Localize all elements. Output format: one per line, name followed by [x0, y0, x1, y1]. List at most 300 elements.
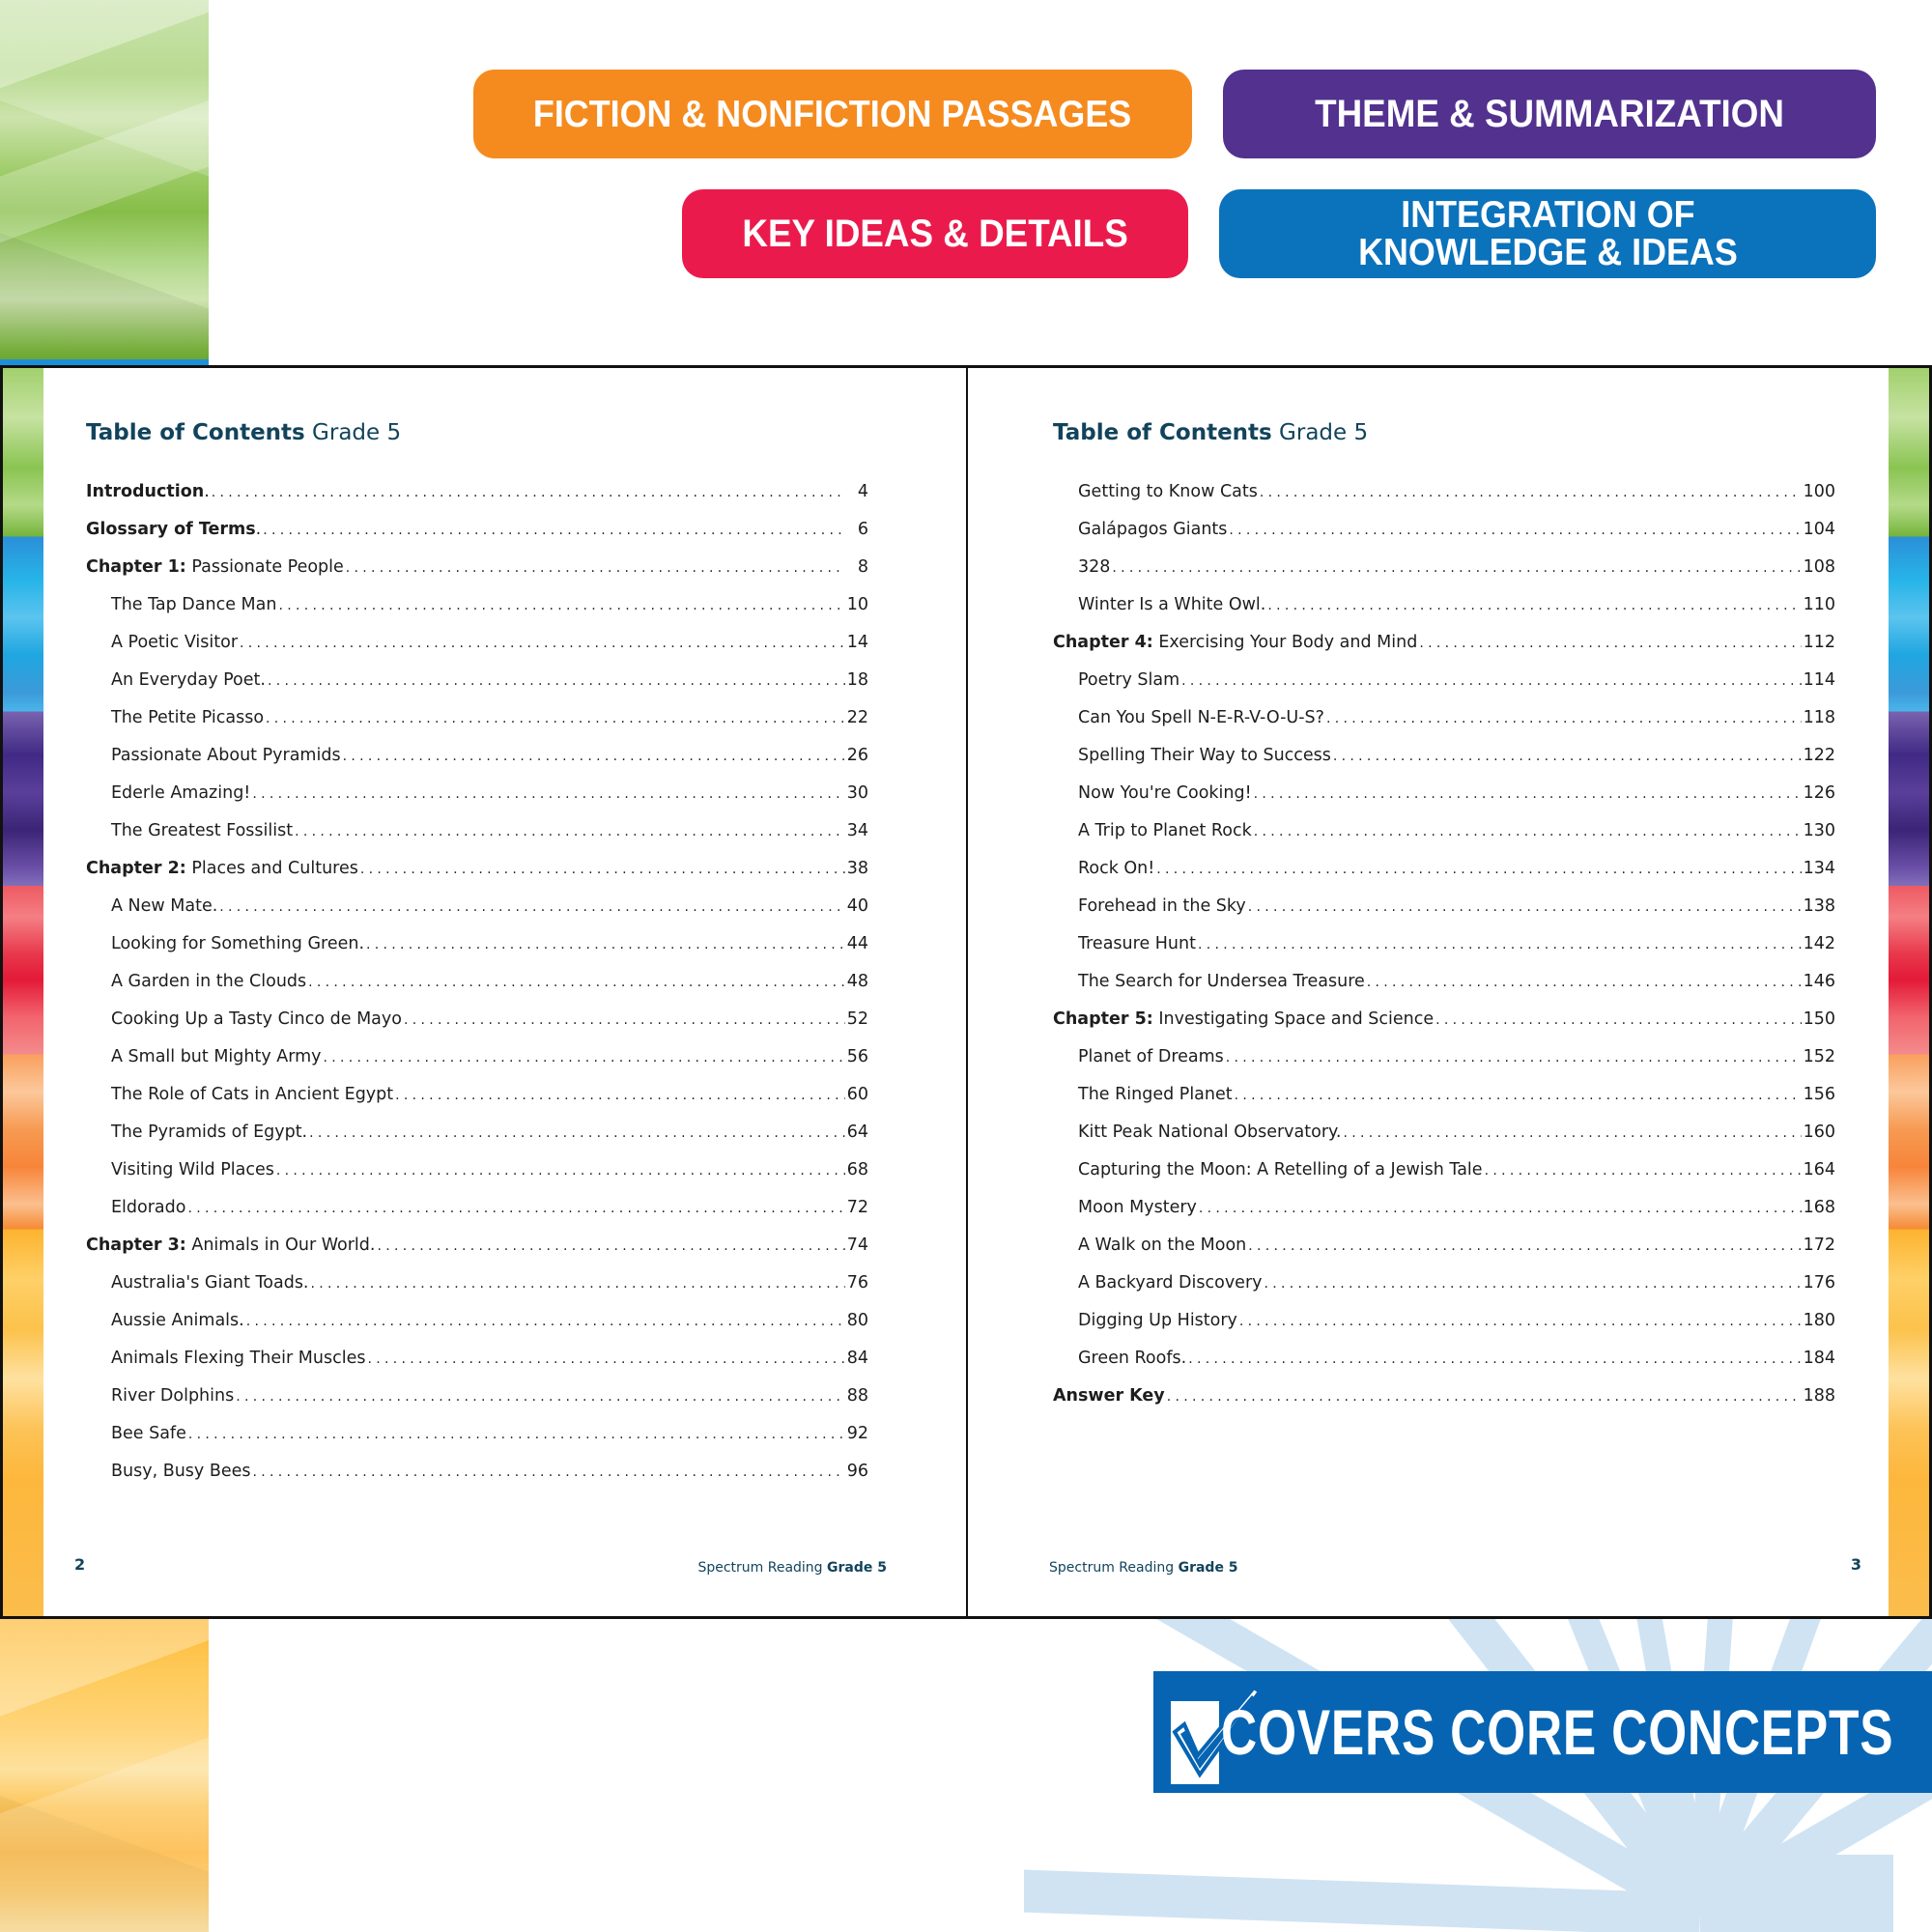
toc-entry-title — [1078, 1311, 1237, 1330]
pill-label-line2: KNOWLEDGE & IDEAS — [1357, 232, 1738, 273]
toc-entry-page: 130 — [1803, 821, 1835, 840]
toc-entry-page: 110 — [1803, 595, 1835, 614]
toc-entry-title — [111, 1311, 244, 1330]
toc-entry-title — [1078, 520, 1227, 539]
toc-entry — [86, 1462, 868, 1499]
toc-entry-title — [1078, 934, 1196, 953]
toc-entry-title — [1078, 595, 1265, 614]
dot-leader — [1343, 1125, 1801, 1141]
toc-entry-page: 146 — [1803, 972, 1835, 991]
toc-entry-text: A Small but Mighty Army — [111, 1047, 322, 1066]
toc-entry-page: 6 — [857, 520, 868, 539]
dot-leader — [311, 1276, 845, 1292]
toc-entry-text: Aussie Animals. — [111, 1311, 244, 1330]
dot-leader — [268, 673, 845, 689]
pill-label: KEY IDEAS & DETAILS — [742, 213, 1128, 255]
toc-entry — [86, 1047, 868, 1085]
toc-entry-page: 38 — [846, 859, 868, 878]
toc-entry-page: 92 — [846, 1424, 868, 1443]
toc-list — [86, 482, 868, 1499]
toc-entry-page: 74 — [846, 1236, 868, 1255]
toc-entry — [86, 821, 868, 859]
toc-entry — [86, 896, 868, 934]
toc-entry-page: 126 — [1803, 783, 1835, 803]
toc-entry-title — [1078, 1236, 1246, 1255]
dot-leader — [343, 749, 845, 764]
dot-leader — [253, 1464, 845, 1480]
toc-entry-page: 100 — [1803, 482, 1835, 501]
toc-entry — [1053, 1349, 1835, 1386]
toc-entry-page: 172 — [1803, 1236, 1835, 1255]
toc-entry-title — [1053, 633, 1417, 652]
toc-entry-text: River Dolphins — [111, 1386, 235, 1406]
toc-entry — [1053, 520, 1835, 557]
dot-leader — [377, 1238, 844, 1254]
toc-entry-title — [111, 1085, 393, 1104]
toc-entry-text: Places and Cultures — [185, 859, 358, 878]
toc-entry — [1053, 1047, 1835, 1085]
toc-entry-title — [111, 1009, 402, 1029]
toc-entry-text: A Garden in the Clouds — [111, 972, 307, 991]
toc-entry-text: Passionate About Pyramids — [111, 746, 341, 765]
toc-entry-text: A Walk on the Moon — [1078, 1236, 1247, 1255]
toc-entry — [86, 1386, 868, 1424]
toc-entry — [1053, 1273, 1835, 1311]
toc-entry-title — [111, 1198, 185, 1217]
banner-label: COVERS CORE CONCEPTS — [1221, 1696, 1894, 1768]
toc-entry-bold: Chapter 5: — [1053, 1009, 1153, 1029]
dot-leader — [1367, 975, 1802, 990]
decorative-yellow-strip — [0, 1619, 209, 1932]
dot-leader — [395, 1088, 845, 1103]
toc-entry-title — [111, 1273, 309, 1293]
toc-entry-text: Cooking Up a Tasty Cinco de Mayo — [111, 1009, 402, 1029]
toc-entry-page: 48 — [846, 972, 868, 991]
title-grade: Grade 5 — [1279, 420, 1369, 445]
dot-leader — [252, 786, 844, 802]
toc-entry — [1053, 859, 1835, 896]
toc-entry-text: The Tap Dance Man — [111, 595, 277, 614]
toc-entry — [1053, 896, 1835, 934]
toc-entry — [1053, 1198, 1835, 1236]
category-pill-fiction-nonfiction — [473, 70, 1192, 158]
toc-entry-title — [1078, 1273, 1263, 1293]
toc-entry-page: 22 — [846, 708, 868, 727]
toc-entry-page: 188 — [1803, 1386, 1835, 1406]
toc-entry — [1053, 934, 1835, 972]
toc-entry-title — [1078, 1085, 1233, 1104]
toc-entry-text: Moon Mystery — [1078, 1198, 1197, 1217]
toc-entry-title — [1078, 1349, 1186, 1368]
toc-entry-title — [1078, 708, 1324, 727]
toc-entry-text: Green Roofs. — [1078, 1349, 1187, 1368]
dot-leader — [1267, 598, 1801, 613]
toc-entry-title — [111, 1424, 186, 1443]
dot-leader — [346, 560, 845, 576]
toc-entry-text: . — [255, 520, 262, 539]
toc-entry-text: Animals Flexing Their Muscles — [111, 1349, 366, 1368]
dot-leader — [1264, 1276, 1802, 1292]
toc-entry-text: . — [204, 482, 210, 501]
category-pill-integration-knowledge — [1219, 189, 1876, 278]
dot-leader — [276, 1163, 845, 1179]
toc-entry-page: 118 — [1803, 708, 1835, 727]
toc-entry — [86, 972, 868, 1009]
toc-entry-page: 168 — [1803, 1198, 1835, 1217]
toc-entry-text: Poetry Slam — [1078, 670, 1180, 690]
toc-entry-page: 122 — [1803, 746, 1835, 765]
toc-entry — [86, 1311, 868, 1349]
toc-entry-text: The Petite Picasso — [111, 708, 265, 727]
toc-entry — [1053, 670, 1835, 708]
dot-leader — [219, 899, 844, 915]
toc-entry-page: 64 — [846, 1122, 868, 1142]
toc-entry — [86, 482, 868, 520]
toc-entry — [86, 633, 868, 670]
toc-entry-page: 30 — [846, 783, 868, 803]
toc-entry-page: 44 — [846, 934, 868, 953]
decorative-green-strip — [0, 0, 209, 365]
toc-entry — [1053, 595, 1835, 633]
toc-entry-text: Visiting Wild Places — [111, 1160, 274, 1179]
toc-entry-title — [1078, 1122, 1341, 1142]
pill-label: THEME & SUMMARIZATION — [1315, 93, 1784, 135]
dot-leader — [1112, 560, 1801, 576]
toc-entry-page: 96 — [846, 1462, 868, 1481]
toc-entry — [86, 708, 868, 746]
toc-entry-title — [1078, 557, 1110, 577]
toc-entry-title — [1078, 859, 1154, 878]
dot-leader — [1199, 1201, 1802, 1216]
covers-core-concepts-banner — [1153, 1671, 1932, 1793]
toc-entry-title — [1053, 1386, 1165, 1406]
toc-entry-page: 56 — [846, 1047, 868, 1066]
toc-entry-text: A Poetic Visitor — [111, 633, 239, 652]
toc-entry-title — [111, 595, 276, 614]
dot-leader — [324, 1050, 845, 1065]
toc-entry-page: 80 — [846, 1311, 868, 1330]
dot-leader — [240, 636, 845, 651]
toc-entry-page: 152 — [1803, 1047, 1835, 1066]
toc-entry-text: Forehead in the Sky — [1078, 896, 1246, 916]
toc-entry-text: Digging Up History — [1078, 1311, 1237, 1330]
toc-entry-title — [86, 557, 344, 577]
toc-entry-title — [111, 972, 306, 991]
toc-entry-page: 134 — [1803, 859, 1835, 878]
toc-entry-text: Looking for Something Green. — [111, 934, 365, 953]
toc-entry-text: Investigating Space and Science — [1152, 1009, 1435, 1029]
toc-entry-text: Getting to Know Cats — [1078, 482, 1258, 501]
toc-entry-text: Passionate People — [185, 557, 344, 577]
dot-leader — [263, 523, 845, 538]
toc-entry-title — [111, 821, 293, 840]
toc-entry-bold: Chapter 4: — [1053, 633, 1153, 652]
toc-entry-title — [111, 1122, 307, 1142]
toc-entry-text: Spelling Their Way to Success — [1078, 746, 1331, 765]
toc-entry-page: 160 — [1803, 1122, 1835, 1142]
toc-entry — [86, 1349, 868, 1386]
category-pill-key-ideas — [682, 189, 1188, 278]
toc-entry-page: 84 — [846, 1349, 868, 1368]
toc-entry-bold: Introduction — [86, 482, 205, 501]
toc-entry-page: 14 — [846, 633, 868, 652]
dot-leader — [1198, 937, 1802, 952]
color-tab-strip — [1889, 368, 1929, 1616]
pill-label-line1: INTEGRATION OF — [1400, 194, 1695, 236]
toc-entry — [86, 520, 868, 557]
dot-leader — [1419, 636, 1801, 651]
toc-entry-text: Winter Is a White Owl. — [1078, 595, 1266, 614]
toc-entry-page: 10 — [846, 595, 868, 614]
toc-entry-page: 138 — [1803, 896, 1835, 916]
toc-entry-text: The Role of Cats in Ancient Egypt — [111, 1085, 394, 1104]
toc-entry — [1053, 557, 1835, 595]
dot-leader — [187, 1201, 844, 1216]
toc-entry-title — [1053, 1009, 1434, 1029]
dot-leader — [188, 1427, 845, 1442]
toc-entry — [86, 1009, 868, 1047]
toc-entry-text: Planet of Dreams — [1078, 1047, 1224, 1066]
dot-leader — [1181, 673, 1801, 689]
toc-entry-text: Can You Spell N-E-R-V-O-U-S? — [1078, 708, 1324, 727]
dot-leader — [278, 598, 844, 613]
dot-leader — [309, 1125, 845, 1141]
dot-leader — [212, 485, 845, 500]
toc-entry-title — [1078, 670, 1179, 690]
title-bold: Table of Contents — [1053, 420, 1272, 445]
toc-entry-text: A Trip to Planet Rock — [1078, 821, 1252, 840]
toc-entry-page: 156 — [1803, 1085, 1835, 1104]
pill-label: FICTION & NONFICTION PASSAGES — [533, 93, 1132, 135]
toc-entry — [1053, 1122, 1835, 1160]
toc-entry-text: The Greatest Fossilist — [111, 821, 294, 840]
toc-entry-page: 164 — [1803, 1160, 1835, 1179]
toc-entry-title — [111, 746, 341, 765]
toc-entry — [1053, 1236, 1835, 1273]
dot-leader — [1254, 824, 1802, 839]
toc-entry — [1053, 1085, 1835, 1122]
series-name: Spectrum Reading — [697, 1560, 823, 1576]
toc-entry-page: 76 — [846, 1273, 868, 1293]
toc-entry-text: A New Mate. — [111, 896, 218, 916]
series-grade: Grade 5 — [1178, 1560, 1238, 1576]
toc-entry-title — [111, 1047, 322, 1066]
toc-entry — [1053, 1311, 1835, 1349]
toc-entry-text: The Pyramids of Egypt. — [111, 1122, 308, 1142]
toc-entry-title — [1078, 972, 1365, 991]
dot-leader — [1167, 1389, 1802, 1405]
toc-entry — [1053, 633, 1835, 670]
dot-leader — [1226, 1050, 1802, 1065]
toc-entry-title — [1078, 1160, 1483, 1179]
dot-leader — [236, 1389, 845, 1405]
toc-entry-page: 52 — [846, 1009, 868, 1029]
footer-series — [697, 1560, 887, 1576]
toc-entry-title — [1078, 783, 1252, 803]
toc-entry-page: 26 — [846, 746, 868, 765]
series-name: Spectrum Reading — [1049, 1560, 1175, 1576]
toc-entry — [1053, 1160, 1835, 1198]
toc-entry — [86, 1424, 868, 1462]
dot-leader — [366, 937, 845, 952]
toc-entry-title — [1078, 746, 1331, 765]
toc-entry — [86, 1085, 868, 1122]
toc-entry-page: 60 — [846, 1085, 868, 1104]
dot-leader — [295, 824, 845, 839]
toc-entry-bold: Chapter 1: — [86, 557, 186, 577]
toc-entry-text: The Search for Undersea Treasure — [1078, 972, 1365, 991]
dot-leader — [1260, 485, 1802, 500]
toc-entry-page: 88 — [846, 1386, 868, 1406]
toc-entry — [1053, 746, 1835, 783]
toc-entry-text: Now You're Cooking! — [1078, 783, 1252, 803]
toc-entry-bold: Glossary of Terms — [86, 520, 256, 539]
toc-entry-title — [86, 482, 210, 501]
toc-entry-title — [1078, 821, 1252, 840]
toc-entry-text: Australia's Giant Toads. — [111, 1273, 309, 1293]
toc-entry — [86, 859, 868, 896]
color-tab-strip — [3, 368, 43, 1616]
toc-entry-title — [111, 934, 364, 953]
toc-entry-page: 104 — [1803, 520, 1835, 539]
toc-entry — [86, 1122, 868, 1160]
toc-entry-bold: Chapter 2: — [86, 859, 186, 878]
toc-entry — [86, 557, 868, 595]
toc-entry-text: Animals in Our World. — [185, 1236, 376, 1255]
dot-leader — [1156, 862, 1801, 877]
toc-entry-text: Eldorado — [111, 1198, 186, 1217]
toc-entry-text: Bee Safe — [111, 1424, 186, 1443]
toc-entry-text: The Ringed Planet — [1078, 1085, 1233, 1104]
dot-leader — [1248, 1238, 1801, 1254]
toc-entry-title — [86, 520, 261, 539]
page-title — [86, 420, 401, 445]
dot-leader — [1188, 1351, 1801, 1367]
dot-leader — [266, 711, 845, 726]
toc-entry-title — [1078, 1198, 1197, 1217]
toc-entry-title — [111, 1462, 251, 1481]
toc-entry — [86, 1273, 868, 1311]
toc-entry — [1053, 972, 1835, 1009]
toc-entry-page: 4 — [857, 482, 868, 501]
toc-entry — [1053, 1386, 1835, 1424]
toc-entry — [1053, 708, 1835, 746]
toc-entry-page: 114 — [1803, 670, 1835, 690]
toc-entry-page: 176 — [1803, 1273, 1835, 1293]
toc-entry — [1053, 783, 1835, 821]
title-bold: Table of Contents — [86, 420, 305, 445]
toc-entry-page: 180 — [1803, 1311, 1835, 1330]
toc-entry-title — [86, 1236, 375, 1255]
dot-leader — [1326, 711, 1802, 726]
toc-entry — [86, 746, 868, 783]
toc-entry-title — [1078, 482, 1258, 501]
toc-entry — [86, 1160, 868, 1198]
toc-entry-title — [1078, 1047, 1224, 1066]
category-pill-theme-summarization — [1223, 70, 1876, 158]
toc-entry-title — [111, 1160, 274, 1179]
toc-entry-bold: Answer Key — [1053, 1386, 1165, 1406]
series-grade: Grade 5 — [827, 1560, 887, 1576]
toc-entry-text: Rock On! — [1078, 859, 1155, 878]
toc-entry-page: 184 — [1803, 1349, 1835, 1368]
dot-leader — [1435, 1012, 1801, 1028]
dot-leader — [1235, 1088, 1802, 1103]
dot-leader — [1248, 899, 1802, 915]
toc-entry-text: Capturing the Moon: A Retelling of a Jewish Tale — [1078, 1160, 1483, 1179]
dot-leader — [308, 975, 845, 990]
toc-entry-bold: Chapter 3: — [86, 1236, 186, 1255]
dot-leader — [1229, 523, 1801, 538]
toc-entry — [1053, 482, 1835, 520]
toc-entry-text: An Everyday Poet. — [111, 670, 266, 690]
toc-entry-page: 8 — [857, 557, 868, 577]
toc-entry-page: 150 — [1803, 1009, 1835, 1029]
toc-entry — [86, 934, 868, 972]
dot-leader — [1333, 749, 1802, 764]
toc-entry-title — [111, 670, 266, 690]
toc-entry-page: 72 — [846, 1198, 868, 1217]
toc-entry — [86, 595, 868, 633]
toc-entry-title — [111, 1349, 365, 1368]
toc-entry-text: A Backyard Discovery — [1078, 1273, 1263, 1293]
dot-leader — [246, 1314, 845, 1329]
toc-entry-title — [111, 633, 238, 652]
page-number: 2 — [74, 1555, 86, 1574]
toc-entry-page: 108 — [1803, 557, 1835, 577]
toc-entry-title — [111, 896, 217, 916]
toc-entry — [86, 670, 868, 708]
dot-leader — [1254, 786, 1802, 802]
dot-leader — [404, 1012, 845, 1028]
toc-entry-text: Kitt Peak National Observatory. — [1078, 1122, 1342, 1142]
toc-entry-page: 142 — [1803, 934, 1835, 953]
toc-entry — [1053, 821, 1835, 859]
right-page — [966, 365, 1932, 1619]
toc-entry-text: Exercising Your Body and Mind — [1152, 633, 1418, 652]
toc-entry-title — [86, 859, 358, 878]
dot-leader — [367, 1351, 844, 1367]
toc-entry-page: 68 — [846, 1160, 868, 1179]
toc-entry-text: Ederle Amazing! — [111, 783, 251, 803]
left-page — [0, 365, 968, 1619]
toc-entry-page: 112 — [1803, 633, 1835, 652]
toc-entry-page: 40 — [846, 896, 868, 916]
dot-leader — [1485, 1163, 1802, 1179]
toc-entry-title — [1078, 896, 1246, 916]
toc-list — [1053, 482, 1835, 1424]
toc-entry-page: 18 — [846, 670, 868, 690]
toc-entry-title — [111, 783, 250, 803]
dot-leader — [360, 862, 845, 877]
page-number: 3 — [1850, 1555, 1861, 1574]
toc-entry-page: 34 — [846, 821, 868, 840]
toc-entry — [86, 783, 868, 821]
toc-entry — [86, 1236, 868, 1273]
toc-entry-text: Busy, Busy Bees — [111, 1462, 251, 1481]
toc-entry-text: 328 — [1078, 557, 1111, 577]
toc-entry — [1053, 1009, 1835, 1047]
page-title — [1053, 420, 1368, 445]
footer-series — [1049, 1560, 1238, 1576]
toc-entry-text: Galápagos Giants — [1078, 520, 1228, 539]
toc-entry-title — [111, 708, 264, 727]
toc-entry — [86, 1198, 868, 1236]
toc-entry-title — [111, 1386, 234, 1406]
title-grade: Grade 5 — [312, 420, 402, 445]
toc-entry-text: Treasure Hunt — [1078, 934, 1196, 953]
dot-leader — [1239, 1314, 1802, 1329]
